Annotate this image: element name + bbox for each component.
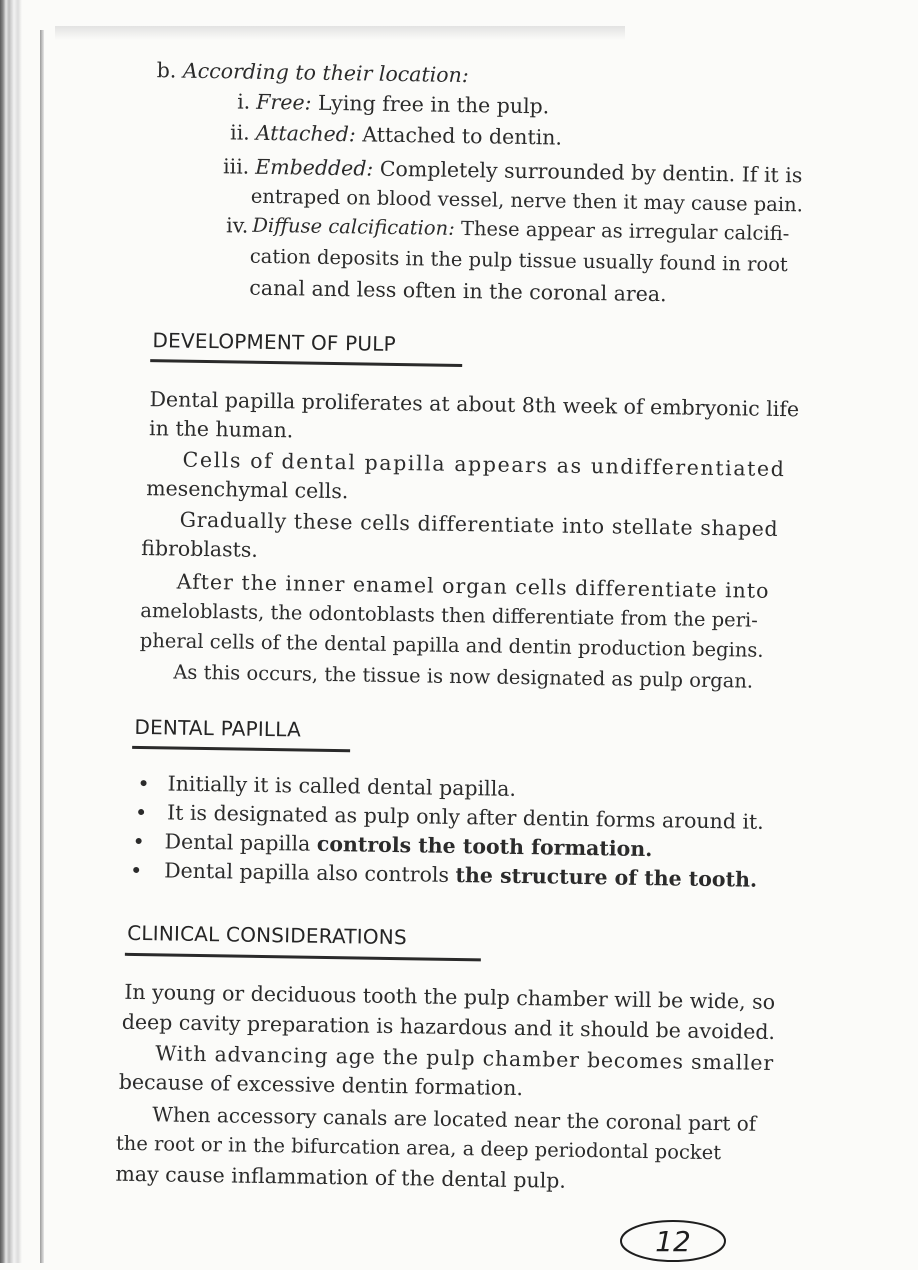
bullet-item: It is designated as pulp only after dentin forms around it. <box>166 800 764 834</box>
paragraph-line: Dental papilla proliferates at about 8th week of embryonic life <box>149 387 800 422</box>
bullet-icon <box>141 780 147 786</box>
paragraph-line: Cells of dental papilla appears as undifferentiated <box>182 447 786 482</box>
bullet-icon <box>136 838 142 844</box>
bullet-item: Initially it is called dental papilla. <box>167 771 517 801</box>
list-item <box>256 121 563 150</box>
heading-underline <box>150 359 462 367</box>
paragraph-line: deep cavity preparation is hazardous and it should be avoided. <box>121 1009 776 1045</box>
paragraph-line: in the human. <box>148 416 294 443</box>
paragraph-line: may cause inflammation of the dental pulp. <box>115 1161 567 1193</box>
list-item-text: Completely surrounded by dentin. If it is <box>373 156 803 188</box>
list-item-text: Lying free in the pulp. <box>311 90 550 119</box>
page-number <box>618 1218 728 1264</box>
list-item-number: i. <box>237 89 251 114</box>
list-item-text: These appear as irregular calcifi- <box>454 216 790 246</box>
list-item <box>255 155 802 188</box>
paragraph-line: Gradually these cells differentiate into stellate shaped <box>179 507 779 542</box>
list-item <box>252 214 789 246</box>
paragraph-line: As this occurs, the tissue is now designated as pulp organ. <box>173 660 754 693</box>
paragraph-line: mesenchymal cells. <box>146 476 349 504</box>
list-item-number: iii. <box>222 154 250 179</box>
page-number-text: 12 <box>655 1225 691 1258</box>
list-item-term: Embedded: <box>255 154 374 181</box>
list-item-term: Diffuse calcification: <box>252 213 455 240</box>
paragraph-line: ameloblasts, the odontoblasts then differentiate from the peri- <box>140 598 759 632</box>
heading-underline <box>125 953 481 962</box>
section-heading-development: DEVELOPMENT OF PULP <box>152 328 397 356</box>
list-marker: b. <box>156 58 177 83</box>
list-item <box>256 90 549 119</box>
paragraph-line: pheral cells of the dental papilla and dentin production begins. <box>139 628 764 662</box>
bullet-icon <box>133 867 139 873</box>
paragraph-line: In young or deciduous tooth the pulp chamber will be wide, so <box>124 979 776 1015</box>
paragraph-line: With advancing age the pulp chamber becomes smaller <box>155 1041 775 1075</box>
list-item-continuation: entraped on blood vessel, nerve then it may cause pain. <box>250 184 804 217</box>
heading-underline <box>132 746 350 752</box>
section-heading-papilla: DENTAL PAPILLA <box>134 714 302 742</box>
page-number-circle-icon <box>618 1218 728 1264</box>
list-item-term: Attached: <box>255 120 356 147</box>
list-item-term: Free: <box>256 89 312 115</box>
bullet-item: Dental papilla also controls the structure of the tooth. <box>164 858 758 892</box>
section-heading-clinical: CLINICAL CONSIDERATIONS <box>127 920 408 950</box>
list-item-text: Attached to dentin. <box>355 122 563 150</box>
bullet-item: Dental papilla controls the tooth formation. <box>164 829 653 862</box>
paragraph-line: When accessory canals are located near the coronal part of <box>152 1102 757 1136</box>
list-item-number: ii. <box>229 120 250 145</box>
paragraph-line: After the inner enamel organ cells differentiate into <box>176 569 770 603</box>
paragraph-line: fibroblasts. <box>141 536 259 562</box>
bullet-icon <box>138 809 144 815</box>
list-item-continuation: canal and less often in the coronal area. <box>249 275 667 307</box>
paragraph-line: because of excessive dentin formation. <box>118 1069 524 1101</box>
paragraph-line: the root or in the bifurcation area, a deep periodontal pocket <box>115 1131 722 1165</box>
location-list-title <box>157 58 469 87</box>
list-item-continuation: cation deposits in the pulp tissue usually found in root <box>249 244 788 277</box>
list-title-text: According to their location: <box>182 58 469 88</box>
list-item-number: iv. <box>225 213 249 238</box>
